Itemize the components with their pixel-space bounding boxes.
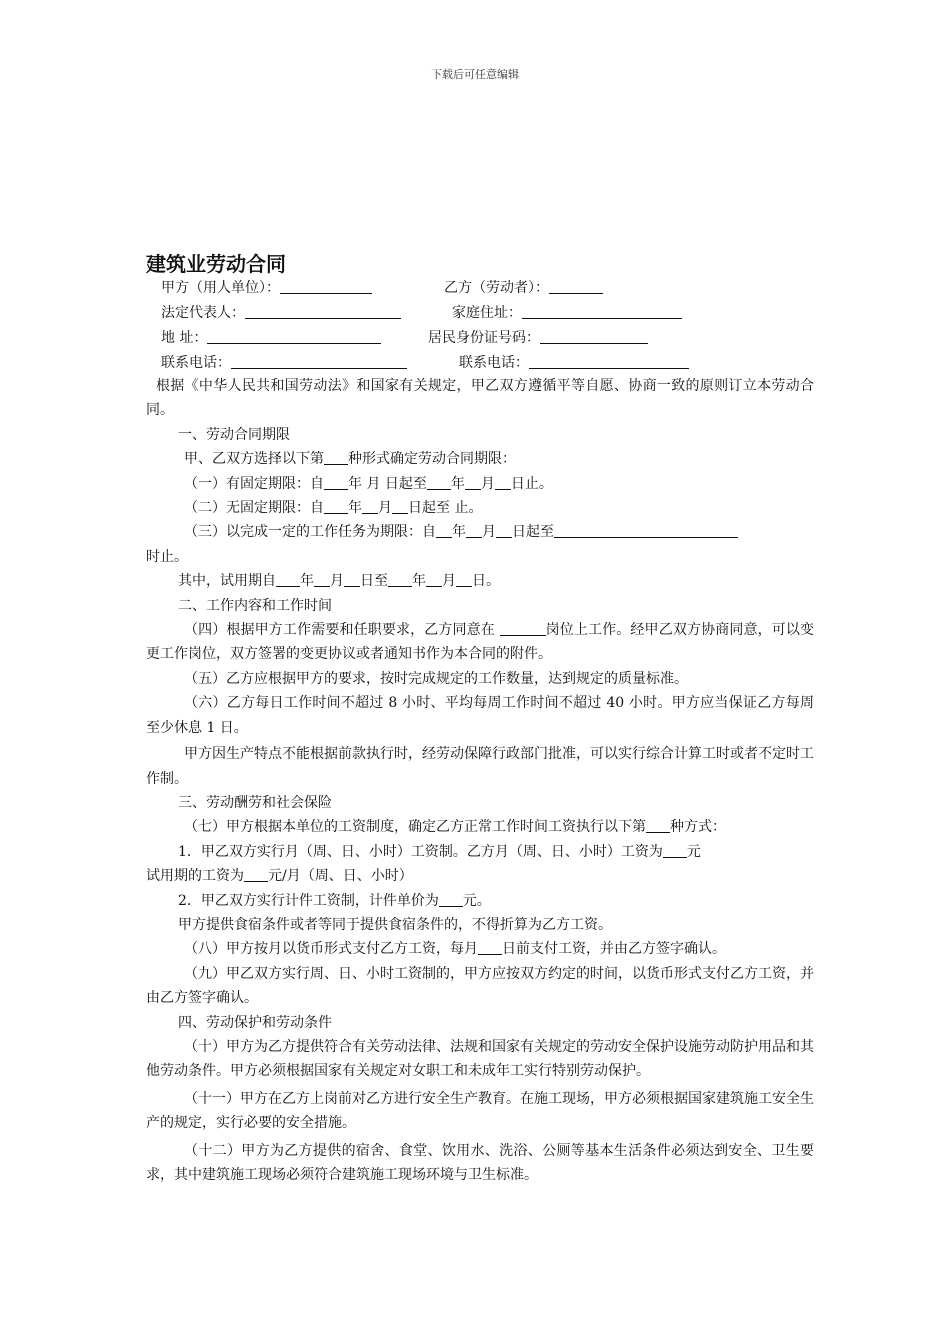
party-b-blank bbox=[549, 279, 603, 294]
phone-b-blank bbox=[529, 354, 689, 369]
trial-period: 其中，试用期自 年 月 日至 年 月 日。 bbox=[178, 573, 500, 590]
section-1-heading: 一、劳动合同期限 bbox=[178, 426, 290, 443]
section-4-heading: 四、劳动保护和劳动条件 bbox=[178, 1014, 332, 1031]
party-a-field bbox=[161, 277, 372, 297]
work-item-6: （六）乙方每日工作时间不超过 8 小时、平均每周工作时间不超过 40 小时。甲方应当保证乙方每周至少休息 1 日。 bbox=[146, 695, 814, 736]
party-a-blank bbox=[280, 279, 372, 294]
phone-a-field bbox=[161, 352, 407, 372]
work-item-5: （五）乙方应根据甲方的要求，按时完成规定的工作数量，达到规定的质量标准。 bbox=[184, 670, 688, 687]
id-number-blank bbox=[540, 329, 648, 344]
term-choice: 甲、乙双方选择以下第 种形式确定劳动合同期限： bbox=[184, 451, 516, 468]
term-item-3-end: 时止。 bbox=[146, 548, 188, 565]
pay-lodging: 甲方提供食宿条件或者等同于提供食宿条件的，不得折算为乙方工资。 bbox=[178, 916, 612, 933]
protect-item-11: （十一）甲方在乙方上岗前对乙方进行安全生产教育。在施工现场，甲方必须根据国家建筑施工安全生产的规定，实行必要的安全措施。 bbox=[146, 1090, 814, 1132]
address-label: 地 址： bbox=[161, 330, 208, 346]
phone-a-blank bbox=[231, 354, 407, 369]
id-number-field bbox=[428, 327, 648, 347]
protect-item-10: （十）甲方为乙方提供符合有关劳动法律、法规和国家有关规定的劳动安全保护设施劳动防护用品和其他劳动条件。甲方必须根据国家有关规定对女职工和未成年工实行特别劳动保护。 bbox=[146, 1038, 814, 1080]
protect-item-12: （十二）甲方为乙方提供的宿舍、食堂、饮用水、洗浴、公厕等基本生活条件必须达到安全、卫生要求，其中建筑施工现场必须符合建筑施工现场环境与卫生标准。 bbox=[146, 1142, 814, 1183]
home-address-label: 家庭住址： bbox=[452, 305, 522, 321]
field-row-parties bbox=[0, 277, 950, 299]
legal-rep-label: 法定代表人： bbox=[161, 305, 245, 321]
pay-item-8: （八）甲方按月以货币形式支付乙方工资，每月 日前支付工资，并由乙方签字确认。 bbox=[184, 941, 726, 958]
party-b-label: 乙方（劳动者）： bbox=[444, 280, 549, 296]
document-title: 建筑业劳动合同 bbox=[146, 252, 286, 276]
pay-item-9: （九）甲乙双方实行周、日、小时工资制的，甲方应按双方约定的时间，以货币形式支付乙方工资，并由乙方签字确认。 bbox=[146, 965, 814, 1007]
preamble: 根据《中华人民共和国劳动法》和国家有关规定，甲乙双方遵循平等自愿、协商一致的原则订立本劳动合同。 bbox=[146, 378, 814, 419]
pay-option-1-trial: 试用期的工资为 元/月（周、日、小时） bbox=[146, 868, 413, 885]
legal-rep-blank bbox=[245, 304, 401, 319]
home-address-field bbox=[452, 302, 682, 322]
field-row-phone bbox=[0, 352, 950, 374]
address-field bbox=[161, 327, 381, 347]
legal-rep-field bbox=[161, 302, 401, 322]
contract-body bbox=[146, 374, 814, 1187]
term-item-1: （一）有固定期限：自 年 月 日起至 年 月 日止。 bbox=[184, 475, 553, 492]
phone-b-field bbox=[459, 352, 689, 372]
work-para: 甲方因生产特点不能根据前款执行时，经劳动保障行政部门批准，可以实行综合计算工时或者不定时工作制。 bbox=[146, 746, 814, 787]
party-a-label: 甲方（用人单位）： bbox=[161, 280, 280, 296]
pay-option-1: 1．甲乙双方实行月（周、日、小时）工资制。乙方月（周、日、小时）工资为 元 bbox=[178, 843, 701, 860]
pay-option-2: 2．甲乙双方实行计件工资制，计件单价为 元。 bbox=[178, 892, 491, 909]
phone-b-label: 联系电话： bbox=[459, 355, 529, 371]
home-address-blank bbox=[522, 304, 682, 319]
header-note: 下载后可任意编辑 bbox=[431, 68, 519, 81]
id-number-label: 居民身份证号码： bbox=[428, 330, 540, 346]
work-item-4: （四）根据甲方工作需要和任职要求，乙方同意在 岗位上工作。经甲乙双方协商同意，可以变更工作岗位，双方签署的变更协议或者通知书作为本合同的附件。 bbox=[146, 622, 815, 663]
field-row-address bbox=[0, 327, 950, 349]
field-row-rep bbox=[0, 302, 950, 324]
address-blank bbox=[207, 329, 381, 344]
term-item-3: （三）以完成一定的工作任务为期限：自 年 月 日起至 bbox=[146, 520, 814, 544]
term-item-2: （二）无固定期限：自 年 月 日起至 止。 bbox=[184, 500, 483, 517]
party-b-field bbox=[444, 277, 603, 297]
phone-a-label: 联系电话： bbox=[161, 355, 231, 371]
section-3-heading: 三、劳动酬劳和社会保险 bbox=[178, 794, 332, 811]
section-2-heading: 二、工作内容和工作时间 bbox=[178, 597, 332, 614]
pay-item-7: （七）甲方根据本单位的工资制度，确定乙方正常工作时间工资执行以下第 种方式： bbox=[184, 819, 726, 836]
